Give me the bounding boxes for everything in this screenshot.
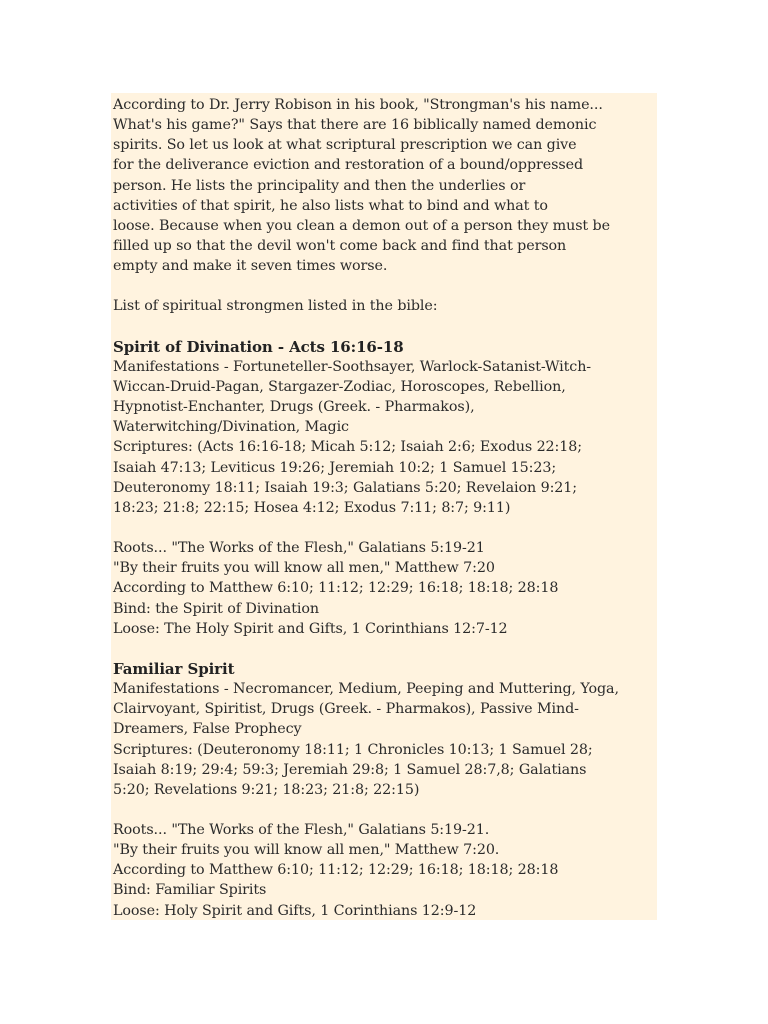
section-detail-line: Isaiah 8:19; 29:4; 59:3; Jeremiah 29:8; 1 Samuel 28:7,8; Galatians (113, 761, 587, 778)
section-detail-line: Manifestations - Fortuneteller-Soothsayer, Warlock-Satanist-Witch- (113, 358, 592, 375)
loose-line: Loose: Holy Spirit and Gifts, 1 Corinthians 12:9-12 (113, 902, 477, 919)
section-familiar-spirit (113, 659, 657, 921)
document-page (111, 93, 657, 920)
section-detail-line: Clairvoyant, Spiritist, Drugs (Greek. - Pharmakos), Passive Mind- (113, 701, 579, 718)
intro-paragraph (113, 95, 657, 276)
section-detail-line: Manifestations - Necromancer, Medium, Peeping and Muttering, Yoga, (113, 681, 619, 698)
intro-line: filled up so that the devil won't come back and find that person (113, 237, 567, 254)
spacer (113, 800, 657, 820)
roots-line: According to Matthew 6:10; 11:12; 12:29; 16:18; 18:18; 28:18 (113, 862, 559, 879)
section-detail-line: Scriptures: (Deuteronomy 18:11; 1 Chronicles 10:13; 1 Samuel 28; (113, 741, 593, 758)
intro-line: activities of that spirit, he also lists what to bind and what to (113, 197, 548, 214)
roots-line: According to Matthew 6:10; 11:12; 12:29; 16:18; 18:18; 28:18 (113, 580, 559, 597)
roots-line: "By their fruits you will know all men," Matthew 7:20. (113, 842, 500, 859)
roots-line: Roots... "The Works of the Flesh," Galatians 5:19-21. (113, 822, 490, 839)
intro-line: loose. Because when you clean a demon out of a person they must be (113, 217, 610, 234)
intro-line: What's his game?" Says that there are 16 biblically named demonic (113, 117, 597, 134)
intro-line: person. He lists the principality and then the underlies or (113, 177, 526, 194)
section-detail-line: Deuteronomy 18:11; Isaiah 19:3; Galatians 5:20; Revelaion 9:21; (113, 479, 578, 496)
spacer (113, 276, 657, 296)
spacer (113, 518, 657, 538)
section-detail-line: Isaiah 47:13; Leviticus 19:26; Jeremiah 10:2; 1 Samuel 15:23; (113, 459, 557, 476)
intro-line: for the deliverance eviction and restoration of a bound/oppressed (113, 157, 584, 174)
bind-line: Bind: Familiar Spirits (113, 882, 267, 899)
spacer (113, 317, 657, 337)
section-detail-line: 18:23; 21:8; 22:15; Hosea 4:12; Exodus 7:11; 8:7; 9:11) (113, 499, 511, 516)
loose-line: Loose: The Holy Spirit and Gifts, 1 Corinthians 12:7-12 (113, 620, 508, 637)
section-detail-line: Waterwitching/Divination, Magic (113, 419, 349, 436)
roots-line: "By their fruits you will know all men," Matthew 7:20 (113, 560, 495, 577)
section-detail-line: Hypnotist-Enchanter, Drugs (Greek. - Pharmakos), (113, 399, 475, 416)
intro-line: spirits. So let us look at what scriptural prescription we can give (113, 137, 577, 154)
intro-line: According to Dr. Jerry Robison in his book, "Strongman's his name... (113, 97, 603, 113)
section-heading: Spirit of Divination - Acts 16:16-18 (113, 337, 404, 356)
section-divination (113, 337, 657, 639)
bind-line: Bind: the Spirit of Divination (113, 600, 319, 617)
spacer (113, 639, 657, 659)
section-detail-line: Wiccan-Druid-Pagan, Stargazer-Zodiac, Horoscopes, Rebellion, (113, 378, 566, 395)
section-detail-line: Dreamers, False Prophecy (113, 721, 302, 738)
section-heading: Familiar Spirit (113, 659, 235, 678)
roots-line: Roots... "The Works of the Flesh," Galatians 5:19-21 (113, 540, 485, 557)
section-detail-line: 5:20; Revelations 9:21; 18:23; 21:8; 22:15) (113, 781, 420, 798)
section-detail-line: Scriptures: (Acts 16:16-18; Micah 5:12; Isaiah 2:6; Exodus 22:18; (113, 439, 582, 456)
list-intro: List of spiritual strongmen listed in the bible: (113, 298, 438, 315)
intro-line: empty and make it seven times worse. (113, 258, 388, 275)
